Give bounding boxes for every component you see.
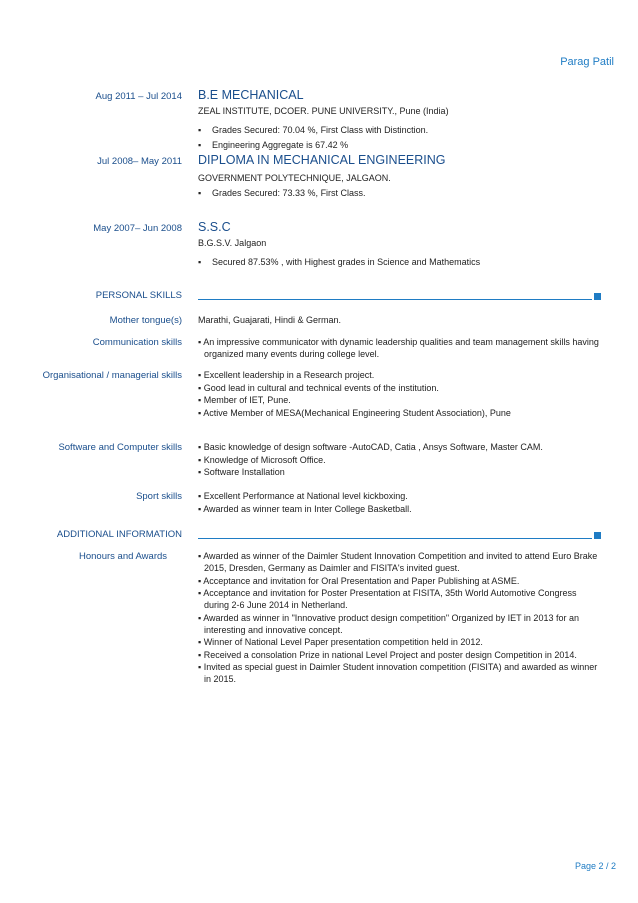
honour-line: 2015, Dresden, Germany as Daimler and FISITA's invited guest. bbox=[204, 563, 460, 573]
organisational-skill-item: ▪ Excellent leadership in a Research project. bbox=[198, 370, 375, 380]
honour-line: ▪ Acceptance and invitation for Poster Presentation at FISITA, 35th World Automotive Congress bbox=[198, 588, 577, 598]
education-bullet: ▪ Grades Secured: 73.33 %, First Class. bbox=[198, 188, 366, 198]
education-dates: Aug 2011 – Jul 2014 bbox=[95, 91, 182, 102]
section-divider bbox=[198, 538, 592, 539]
education-dates: May 2007– Jun 2008 bbox=[93, 223, 182, 234]
communication-skills-label: Communication skills bbox=[92, 337, 182, 348]
author-name: Parag Patil bbox=[560, 56, 614, 68]
page-number: Page 2 / 2 bbox=[574, 861, 616, 871]
education-bullet: ▪ Engineering Aggregate is 67.42 % bbox=[198, 140, 349, 150]
education-title: DIPLOMA IN MECHANICAL ENGINEERING bbox=[198, 153, 446, 167]
organisational-skill-item: ▪ Active Member of MESA(Mechanical Engineering Student Association), Pune bbox=[198, 408, 511, 418]
section-marker bbox=[594, 532, 601, 539]
software-skill-item: ▪ Knowledge of Microsoft Office. bbox=[198, 455, 326, 465]
sport-skill-item: ▪ Excellent Performance at National level kickboxing. bbox=[198, 491, 408, 501]
education-bullet: ▪ Grades Secured: 70.04 %, First Class with Distinction. bbox=[198, 125, 429, 135]
honour-line: ▪ Acceptance and invitation for Oral Presentation and Paper Publishing at ASME. bbox=[198, 576, 520, 586]
education-bullet: ▪ Secured 87.53% , with Highest grades in Science and Mathematics bbox=[198, 257, 481, 267]
honour-line: in 2015. bbox=[204, 674, 237, 684]
sport-skills-label: Sport skills bbox=[136, 491, 182, 502]
communication-skills-line: ▪ An impressive communicator with dynamic leadership qualities and team management skills having bbox=[198, 337, 599, 347]
section-heading-personal-skills: PERSONAL SKILLS bbox=[95, 290, 182, 301]
honour-line: ▪ Awarded as winner in "Innovative product design competition" Organized by IET in 2013 for an bbox=[198, 613, 579, 623]
sport-skill-item: ▪ Awarded as winner team in Inter College Basketball. bbox=[198, 504, 412, 514]
software-skills-label: Software and Computer skills bbox=[58, 442, 182, 453]
honour-line: ▪ Winner of National Level Paper presentation competition held in 2012. bbox=[198, 637, 483, 647]
education-institution: GOVERNMENT POLYTECHNIQUE, JALGAON. bbox=[198, 173, 391, 183]
honour-line: during 2-6 June 2014 in Netherland. bbox=[204, 600, 348, 610]
education-dates: Jul 2008– May 2011 bbox=[97, 156, 182, 167]
honour-line: ▪ Awarded as winner of the Daimler Student Innovation Competition and invited to attend Euro Brake bbox=[198, 551, 598, 561]
section-divider bbox=[198, 299, 592, 300]
honour-line: ▪ Invited as special guest in Daimler Student innovation competition (FISITA) and awarded as winner bbox=[198, 662, 598, 672]
education-title: B.E MECHANICAL bbox=[198, 88, 304, 102]
software-skill-item: ▪ Basic knowledge of design software -AutoCAD, Catia , Ansys Software, Master CAM. bbox=[198, 442, 543, 452]
communication-skills-line: organized many events during college level. bbox=[204, 349, 380, 359]
software-skill-item: ▪ Software Installation bbox=[198, 467, 285, 477]
education-institution: ZEAL INSTITUTE, DCOER. PUNE UNIVERSITY., Pune (India) bbox=[198, 106, 449, 116]
organisational-skills-label: Organisational / managerial skills bbox=[42, 370, 182, 381]
education-title: S.S.C bbox=[198, 220, 231, 234]
organisational-skill-item: ▪ Member of IET, Pune. bbox=[198, 395, 291, 405]
section-marker bbox=[594, 293, 601, 300]
honour-line: ▪ Received a consolation Prize in national Level Project and poster design Competition in 2014. bbox=[198, 650, 577, 660]
section-heading-additional-information: ADDITIONAL INFORMATION bbox=[56, 529, 182, 540]
honours-awards-label: Honours and Awards bbox=[79, 551, 168, 562]
education-institution: B.G.S.V. Jalgaon bbox=[198, 238, 267, 248]
mother-tongue-label: Mother tongue(s) bbox=[109, 315, 182, 326]
organisational-skill-item: ▪ Good lead in cultural and technical events of the institution. bbox=[198, 383, 439, 393]
honour-line: interesting and innovative concept. bbox=[204, 625, 343, 635]
mother-tongue-value: Marathi, Guajarati, Hindi & German. bbox=[198, 315, 342, 325]
